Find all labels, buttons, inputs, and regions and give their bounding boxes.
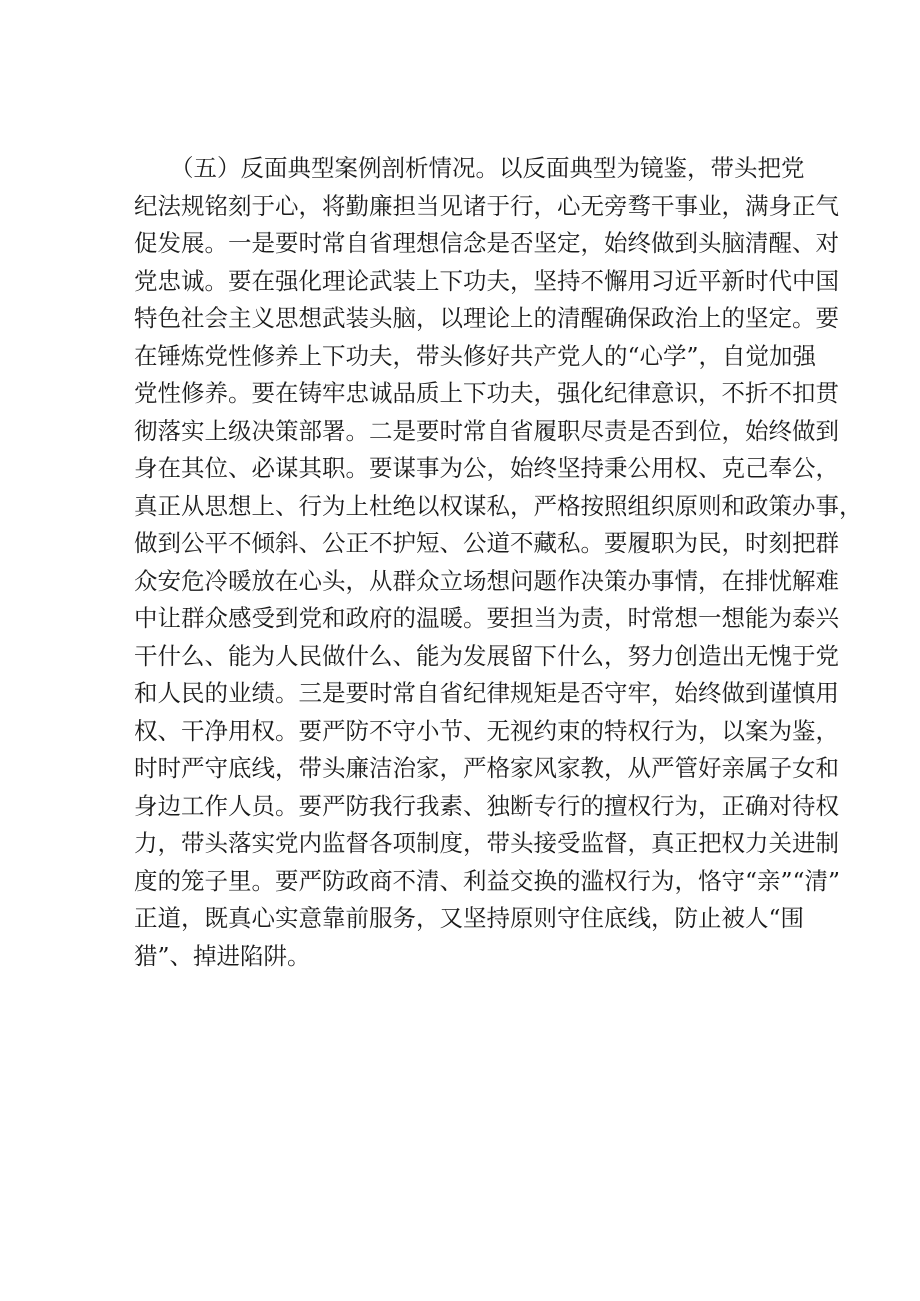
text-line: 特色社会主义思想武装头脑，以理论上的清醒确保政治上的坚定。要: [134, 304, 839, 332]
text-line: （五）反面典型案例剖析情况。以反面典型为镜鉴，带头把党: [170, 154, 805, 182]
paragraph: [134, 150, 863, 975]
text-line: 众安危冷暖放在心头，从群众立场想问题作决策办事情，在排忧解难: [134, 566, 839, 595]
text-line: 权、干净用权。要严防不守小节、无视约束的特权行为，以案为鉴，: [134, 716, 839, 745]
text-line: 身在其位、必谋其职。要谋事为公，始终坚持秉公用权、克己奉公，: [134, 454, 839, 482]
text-line: 彻落实上级决策部署。二是要时常自省履职尽责是否到位，始终做到: [134, 416, 839, 445]
text-line: 力，带头落实党内监督各项制度，带头接受监督，真正把权力关进制: [134, 829, 839, 857]
text-line: 身边工作人员。要严防我行我素、独断专行的擅权行为，正确对待权: [134, 791, 839, 820]
text-line: 在锤炼党性修养上下功夫，带头修好共产党人的“心学”，自觉加强: [134, 341, 817, 370]
text-line: 促发展。一是要时常自省理想信念是否坚定，始终做到头脑清醒、对: [134, 229, 839, 257]
text-line: 和人民的业绩。三是要时常自省纪律规矩是否守牢，始终做到谨慎用: [134, 679, 839, 707]
text-line: 中让群众感受到党和政府的温暖。要担当为责，时常想一想能为泰兴: [134, 604, 839, 632]
text-line: 党性修养。要在铸牢忠诚品质上下功夫，强化纪律意识，不折不扣贯: [134, 379, 839, 407]
text-line: 度的笼子里。要严防政商不清、利益交换的滥权行为，恪守“亲”“清”: [134, 866, 841, 895]
text-line: 纪法规铭刻于心，将勤廉担当见诸于行，心无旁骛干事业，满身正气: [134, 191, 839, 220]
text-line: 党忠诚。要在强化理论武装上下功夫，坚持不懈用习近平新时代中国: [134, 266, 839, 295]
text-line: 时时严守底线，带头廉洁治家，严格家风家教，从严管好亲属子女和: [134, 754, 839, 782]
text-line: 真正从思想上、行为上杜绝以权谋私，严格按照组织原则和政策办事，: [134, 491, 863, 520]
text-line: 干什么、能为人民做什么、能为发展留下什么，努力创造出无愧于党: [134, 641, 839, 670]
text-line: 做到公平不倾斜、公正不护短、公道不藏私。要履职为民，时刻把群: [134, 529, 839, 557]
text-line: 猎”、掉进陷阱。: [134, 941, 311, 970]
text-line: 正道，既真心实意靠前服务，又坚持原则守住底线，防止被人“围: [134, 904, 805, 932]
